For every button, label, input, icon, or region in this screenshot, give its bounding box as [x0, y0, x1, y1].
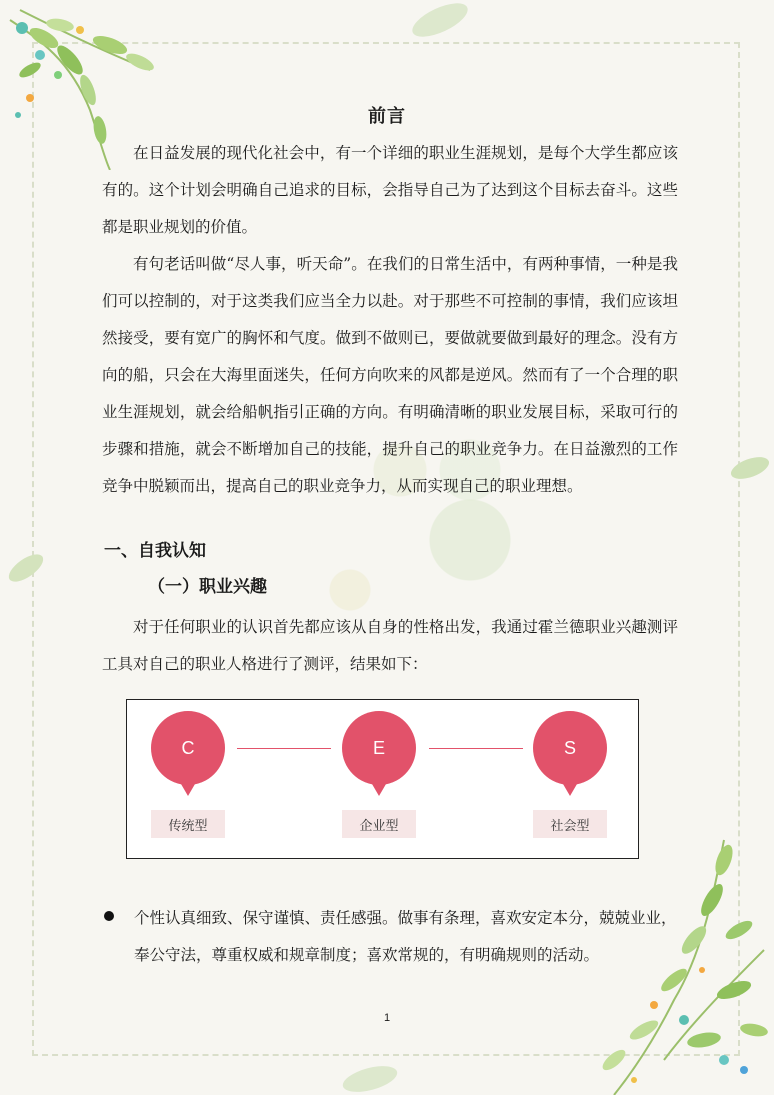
preface-paragraph-2: 有句老话叫做“尽人事，听天命”。在我们的日常生活中，有两种事情，一种是我们可以控制的，对于这类我们应当全力以赴。对于那些不可控制的事情，我们应该坦然接受，要有宽广的胸怀和气度。做到不做则已，要做就要做到最好的理念。没有方向的船，只会在大海里面迷失，任何方向吹来的风都是逆风。然而有了一个合理的职业生涯规划，就会给船帆指引正确的方向。有明确清晰的职业发展目标，采取可行的步骤和措施，就会不断增加自己的技能，提升自己的职业竞争力。在日益激烈的工作竞争中脱颖而出，提高自己的职业竞争力，从而实现自己的职业理想。 [102, 255, 678, 495]
preface-paragraph-1: 在日益发展的现代化社会中，有一个详细的职业生涯规划，是每个大学生都应该有的。这个计划会明确自己追求的目标，会指导自己为了达到这个目标去奋斗。这些都是职业规划的价值。 [102, 144, 678, 236]
holland-circle-e: E [342, 711, 416, 785]
top-leaf-decoration [400, 0, 480, 40]
page-number: 1 [383, 1012, 391, 1024]
right-leaf-decoration [728, 448, 774, 488]
personality-description: 个性认真细致、保守谨慎、责任感强。做事有条理，喜欢安定本分，兢兢业业，奉公守法，尊重权威和规章制度；喜欢常规的，有明确规则的活动。 [134, 909, 677, 964]
bottom-left-leaf-decoration [330, 1055, 410, 1095]
holland-label-enterprising: 企业型 [342, 810, 416, 838]
holland-circle-c: C [151, 711, 225, 785]
holland-label-conventional: 传统型 [151, 810, 225, 838]
subsection-heading-career-interest: （一）职业兴趣 [148, 577, 267, 597]
connector-line [237, 748, 331, 749]
connector-line [429, 748, 523, 749]
holland-label-social: 社会型 [533, 810, 607, 838]
holland-circle-s: S [533, 711, 607, 785]
bullet-point [104, 911, 114, 921]
left-leaf-decoration [4, 548, 50, 588]
preface-title: 前言 [368, 106, 406, 127]
section-heading-self-awareness: 一、自我认知 [104, 541, 206, 561]
holland-intro-paragraph: 对于任何职业的认识首先都应该从自身的性格出发，我通过霍兰德职业兴趣测评工具对自己的职业人格进行了测评，结果如下： [102, 618, 678, 673]
holland-code-diagram [126, 699, 639, 859]
